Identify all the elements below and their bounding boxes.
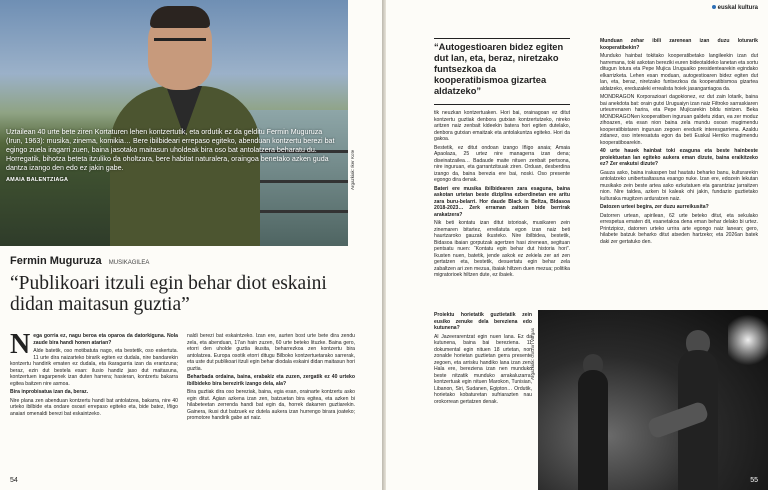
- pull-quote-rule-top: [434, 38, 570, 39]
- section-tag: euskal kultura: [712, 5, 758, 11]
- left-column-1: Nega gorria ez, nagu beroa eta oparoa da datorkiguna. Nola zaude bira handi honen atarian? Alde batetik, oso motibatuta nago, eta bestetik, oso eskertuta. 11 urte dira naizarteko birarik egiten ez dudala, nire bandarekin kontzertu handirik ematen ez dudala, eta ikaragarria izan da erantzuna; beraz, ezin dut bestela esan: ilusio handiz jaso dut maitasuna, kontzertuen iragarpenek izan duten harrera; hasieran, kontzertu bakarra egitea baitzen nire asmoa. Bira inprobisatua izan da, beraz. Nire plana zen abenduan kontzertu handi bat antolatzea, bakarra, nire 40 urteko ibilbide eta ondare osoari errepaso egiteko eta, bide batez, Iñigo anaiari omenaldi berezi bat eskaintzeko.: [10, 329, 178, 417]
- pull-quote: “Autogestioaren bidez egiten dut lan, eta, beraz, niretzako funtsezkoa da kooperatibismoa gizartea aldatzeko”: [434, 42, 564, 96]
- photo-credit-right: Argazkiak: Gotzon Vargas: [530, 328, 535, 380]
- right-column-mid-bottom: Proiektu horietatik guztietatik zein eusiko zenuke dela bereziena edo kutunena? Al Jazeerarentzat egin nuen lana. Ez da kutunena, baina bai bereziena. 11 dokumental egin nituen 18 urtetan, non zonalde horietan guztietan gerra presente zegoen, eta arrisku handiko lana izan zen. Hala ere, bereziena izan nen munduko beste nitzatik munduko arrakaluzarra; kontzertuak egin nituen Marokon, Tunisian, Libanon, Siri, Sudanen, Egipton… Ordutik, horietako kobaturetan sufriarazten nau orokorrean gertatzen denak.: [434, 312, 532, 405]
- page-number-left: 54: [10, 477, 18, 484]
- portrait-photo: [0, 0, 348, 246]
- dropcap: N: [10, 329, 31, 360]
- photo-credit: Argazkiak: Iker Kote: [350, 149, 355, 190]
- pull-quote-rule-bottom: [434, 104, 570, 105]
- left-column-2: naldi berezi bat eskaintzeko. Izan ere, aurten bost urte bete dira zendu zela, eta abenduan, 17an hain zuzen, 60 urte beteko lituzke. Baina gero, etorri den uholde guztia ikusita, beharrezkoa zen kontzertu bira antolatzea. Europa osotik etorri ditugu Bilboko kontzertuetarako sarrerak, eta uste dut publikoari itzuli egin behar diodala eskaini didan maitasun hori guztia. Beharbada ordaina, baina, erabakiz eta zuzen, zergatik ez 40 urteko ibilbideko bira berezirik izango dela, ala? Bira guztiak dira oso bereziak, baina, egia esan, orainarte kontzertu asko egin ditut. Agian azkena izan zen, batzuetan bira egitea, eta azken bi hilabeteetan zerrenda handi bat egin da, horrek dakarren guztiarekin. Gainera, ikusi dut batzuek ez dutela aukera izan hurrengo birara joateko; promotore handirik gabe ari naiz.: [187, 333, 355, 421]
- headline-quote: “Publikoari itzuli egin behar diot eskaini didan maitasun guztia”: [10, 273, 327, 315]
- portrait-subject: [110, 4, 260, 244]
- caption-author: AMAIA BALENTZIAGA: [6, 177, 69, 183]
- left-page: [0, 0, 382, 490]
- concert-photo: [538, 310, 768, 490]
- page-number-right: 55: [750, 477, 758, 484]
- right-page: [386, 0, 768, 490]
- right-column-right: Munduan zehar ibili zarenean izan duzu loturarik kooperatibekin? Munduko hainbat tokitako kooperatibetako langileekin izan dut harremana, toki askotan bereziki euren bideotaldeko lanetan eta sortu ditugun lotura eta Pepe Mujica Uruguaiko presidentearekin egindako elkarrizketa. Lehen esan moduan, autogestioaren bidez egiten dut lan, eta, beraz, niretzako funtsezkoa da kooperatibismoa gizartea aldatzeko, ereduzaleki errealista hoiek jasangarriagoa da. MONDRAGON Korporazioari dagokionez, ez dut zain lotarik, baina bai anekdota bat: orain gutxi Uruguaiyn izan naiz Filtroko sarraskiaren urteurrenaren harira, eta Pepe Mujicarekin bildu nintzen. Beka MONDRAGONen kooperatiben inguruan galdetu zidan, ea zer moduz zihoazen, eta esan nion baina zela mundu osoan mugimendu kooperatibistaren inguruan zegoen eredurik interesgarriena. Azaldu zidanez, oso interesatuta egon da beti Euskal Herriko mugimendu kooperatiboarekin. 40 urte hauek hainbat toki ezaguna eta beste hainbeste proiektuetan lan egiteko aukera eman dizute, baina eraikitzeko ez? Zer erakutsi dizute? Gauza asko, baina irakaspen bat hautatu beharko banu, kulturarekin antolatzeko unibertsaltasuna esango nuke. Izan ere, edozein lekutan musikako zein beste artea asko ezkutatuen eta garantziaz jarraitzen nion. Nire taldea, azken bi kaleak ohi jakin, fundazio guztietako kulturaka mugitzen arduratzen naiz. Datozen urteei begira, zer duzu aurreikusita? Datorren urtean, apirilean, 62 urte beteko ditut, eta sekulako errespetua ematen dit, esanetakoa dena eman behar delako bi urtez. Printzipioz, datorren urteko urrira arte egongo naiz lanean; gero, hilabete batzuk beharko ditut atseden hartzeko; eta 2026an batek daki zer gertatuko den.: [600, 38, 758, 245]
- interviewee-name: Fermin Muguruza MUSIKAGILEA: [10, 255, 150, 267]
- right-column-mid-top: tik neuzkan kontzertuaken. Hori bai, orainagoan ez ditut kontzertu guztiak denbora gutxian kontzertutzeko, nireko aritzen naiz zenbait kideekin batera hori egiten dutelako, denbora gutxian emaitzak eta antolakuntza egiteko. Hori da gakoa. Bestetik, ez ditut ondoan izango Iñigo anaia; Amaia Apaolaza, 25 urtez nire managerra izan dena; diseinatzailea… Badaude maite nituen zenbait pertsona, nire inguruan, eta garrantzitsuak ziren. Orduan, desberdina izango da, baina berezia ere bai, noski. Oso presente egongo dira denak. Bateri ere musika ibilbidearen zara esaguna, baina askotan urtetan beste diziplina ezberdinetan ere aritu zara buru-belarri. Hor daude Black is Beltza, Bidasoa 2018-2023… Zerk erraman zaituen bide berrirak arakatzera? Nik beti kontatu izan ditut istorioak, musikaren zein zinemaren bitartez, erreilatuta egon izan naiz beti haurtzaroko gauzak ikusteko. Nire ibilbidea, bestetik, Bidasoa ibaian gorputzak agertzen hasi zirenean, segituan pentsatu nuen: “Kontatu egin behar dut historia hori”. Ikusten nuen, batetik, jende askok ez zekiela zer ari zen gertatzen eta, bestetik, desuertatu egin behar zela zabaltzen ari zen mezua, ibaiak hiltzen duen mezua; politika migratorioek hiltzen dute, ez ibaiek.: [434, 110, 570, 278]
- interviewee-role: MUSIKAGILEA: [108, 260, 150, 266]
- section-dot-icon: [712, 5, 716, 9]
- photo-caption: Uztailean 40 urte bete ziren Kortaturen lehen kontzertutik, eta ordutik ez da gelditu Fermin Muguruza (Irun, 1963): musika, zinema, komikia… Bere ibilbideari errepaso egiteko, abenduan kontzertu berezi bat egingo zuela iragarri zuen, baina jasotako maitasun uholdeak bira oso bat antolatzera beharatu du. Horregatik, bihotza beteta itzuliko da oholtzara, bere habitat naturalera, oraingoa benetako azken guda dantza izango den edo ez jakin gabe. AMAIA BALENTZIAGA: [6, 128, 338, 185]
